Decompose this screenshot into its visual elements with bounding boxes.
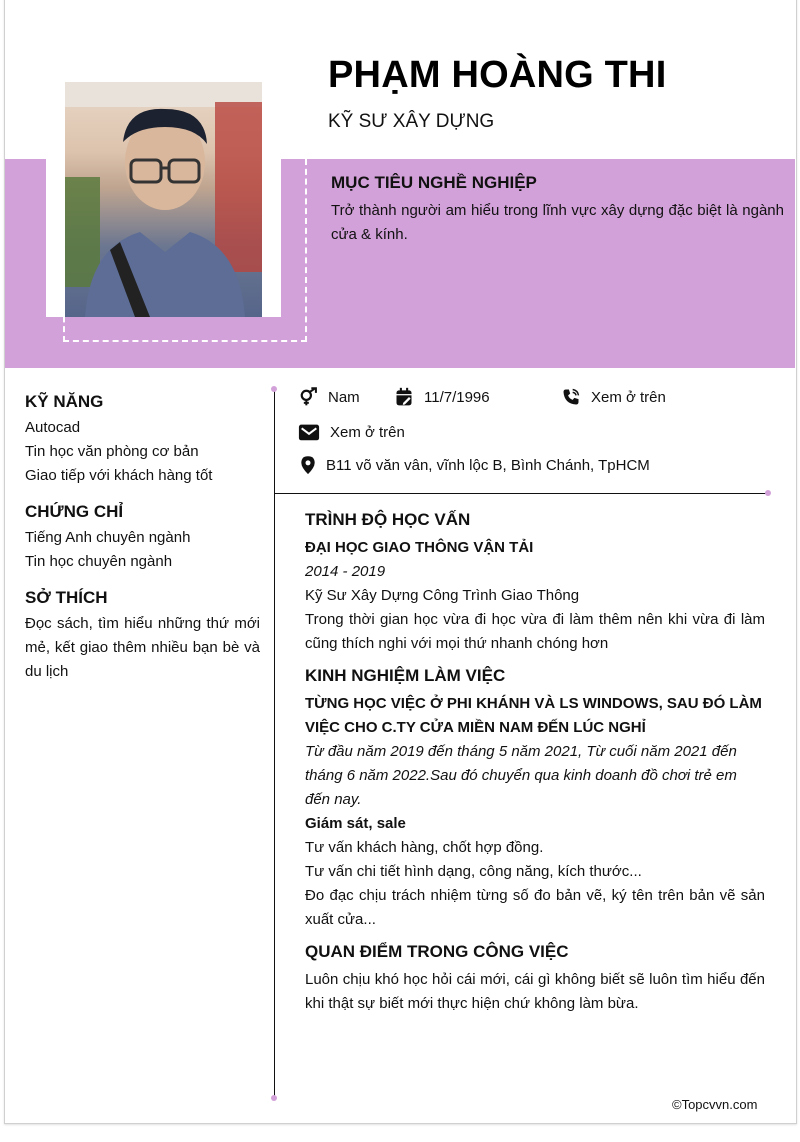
phone-icon	[561, 387, 581, 407]
contact-gender	[298, 387, 360, 407]
email-value: Xem ở trên	[330, 423, 405, 441]
gender-icon	[298, 387, 318, 407]
phone-value: Xem ở trên	[591, 388, 666, 406]
decorative-dashed-frame	[63, 159, 307, 342]
objective-text: Trở thành người am hiểu trong lĩnh vực xây dựng đặc biệt là ngành cửa & kính.	[331, 202, 784, 243]
certificate-item: Tiếng Anh chuyên ngành	[25, 529, 191, 546]
job-title: KỸ SƯ XÂY DỰNG	[328, 111, 495, 132]
right-column	[305, 510, 765, 1026]
divider-dot-right	[765, 490, 771, 496]
skill-item: Tin học văn phòng cơ bản	[25, 443, 199, 460]
experience-duty: Đo đạc chịu trách nhiệm từng số đo bản vẽ, ký tên trên bản vẽ sản xuất cửa...	[305, 887, 765, 928]
vertical-divider	[274, 389, 275, 1098]
email-icon	[298, 421, 320, 443]
contact-birthday	[394, 387, 490, 407]
horizontal-divider	[274, 493, 768, 494]
left-column	[25, 392, 260, 698]
education-description: Trong thời gian học vừa đi học vừa đi làm thêm nên khi vừa đi làm cũng thích nghi với mọi thứ nhanh chóng hơn	[305, 611, 765, 652]
gender-value: Nam	[328, 388, 360, 406]
contact-phone	[561, 387, 666, 407]
education-major: Kỹ Sư Xây Dựng Công Trình Giao Thông	[305, 587, 580, 604]
objective-title: MỤC TIÊU NGHỀ NGHIỆP	[331, 173, 537, 192]
experience-position: Giám sát, sale	[305, 815, 406, 832]
location-pin-icon	[298, 455, 318, 475]
experience-duty: Tư vấn khách hàng, chốt hợp đồng.	[305, 839, 544, 856]
candidate-name: PHẠM HOÀNG THI	[328, 54, 667, 96]
birthday-value: 11/7/1996	[424, 388, 490, 406]
work-view-text: Luôn chịu khó học hỏi cái mới, cái gì không biết sẽ luôn tìm hiểu đến khi thật sự biết mới thực hiện chứ không làm bừa.	[305, 971, 765, 1012]
experience-company: TỪNG HỌC VIỆC Ở PHI KHÁNH VÀ LS WINDOWS, SAU ĐÓ LÀM VIỆC CHO C.TY CỬA MIỀN NAM ĐẾN LÚC NGHỈ	[305, 695, 762, 736]
footer-copyright[interactable]: ©Topcvvn.com	[672, 1097, 758, 1112]
skill-item: Autocad	[25, 419, 81, 436]
certificates-section	[25, 502, 260, 574]
address-value: B11 võ văn vân, vĩnh lộc B, Bình Chánh, TpHCM	[326, 456, 650, 474]
divider-dot-top	[271, 386, 277, 392]
divider-dot-bottom	[271, 1095, 277, 1101]
work-view-title: QUAN ĐIỂM TRONG CÔNG VIỆC	[305, 942, 569, 961]
hobbies-title: SỞ THÍCH	[25, 588, 108, 607]
experience-period: Từ đầu năm 2019 đến tháng 5 năm 2021, Từ cuối năm 2021 đến tháng 6 năm 2022.Sau đó chuyển qua kinh doanh đồ chơi trẻ em đến nay.	[305, 743, 737, 808]
experience-duty: Tư vấn chi tiết hình dạng, công năng, kích thước...	[305, 863, 642, 880]
skills-title: KỸ NĂNG	[25, 392, 104, 411]
skills-section	[25, 392, 260, 488]
school-name: ĐẠI HỌC GIAO THÔNG VẬN TẢI	[305, 539, 534, 556]
experience-title: KINH NGHIỆM LÀM VIỆC	[305, 666, 506, 685]
certificates-title: CHỨNG CHỈ	[25, 502, 124, 521]
certificate-item: Tin học chuyên ngành	[25, 553, 173, 570]
calendar-icon	[394, 387, 414, 407]
contact-address	[298, 455, 650, 475]
contact-email	[298, 421, 405, 443]
education-period: 2014 - 2019	[305, 563, 386, 580]
work-view-section	[305, 942, 765, 1016]
education-title: TRÌNH ĐỘ HỌC VẤN	[305, 510, 471, 529]
hobbies-section	[25, 588, 260, 684]
skill-item: Giao tiếp với khách hàng tốt	[25, 467, 213, 484]
education-section	[305, 510, 765, 656]
hobbies-text: Đọc sách, tìm hiểu những thứ mới mẻ, kết giao thêm nhiều bạn bè và du lịch	[25, 615, 260, 680]
experience-section	[305, 666, 765, 932]
